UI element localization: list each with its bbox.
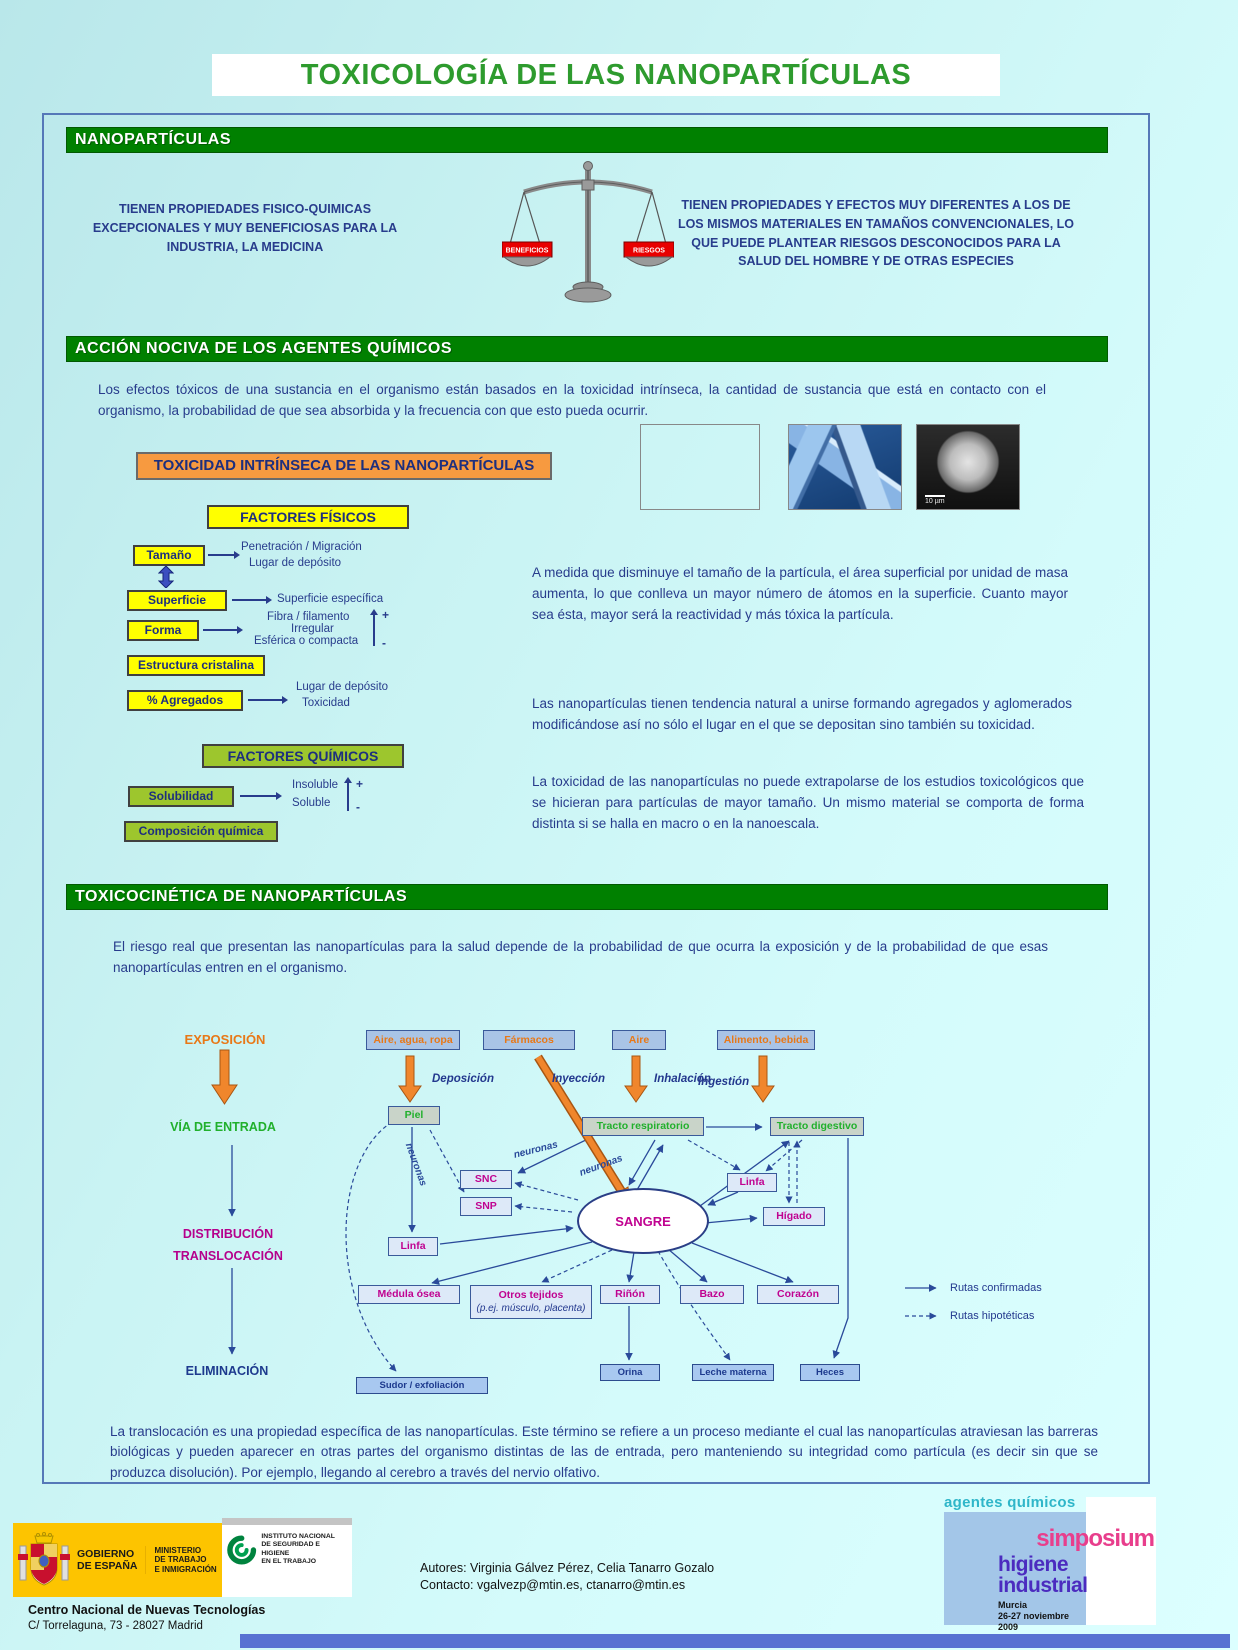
center-name: Centro Nacional de Nuevas Tecnologías	[28, 1603, 266, 1617]
solubilidad-minus: -	[356, 800, 360, 814]
solubilidad-effect-2: Soluble	[292, 797, 331, 809]
instituto-line2: DE SEGURIDAD E HIGIENE	[261, 1541, 320, 1557]
ministerio-line2: DE TRABAJO	[154, 1555, 207, 1565]
chemical-factors-header: FACTORES QUÍMICOS	[202, 744, 404, 768]
stage-eliminacion: ELIMINACIÓN	[185, 1364, 269, 1378]
congress-line2: higiene	[998, 1553, 1069, 1576]
solubilidad-effect-1: Insoluble	[292, 779, 339, 791]
tamano-effect-1: Penetración / Migración	[241, 541, 362, 553]
factor-estructura: Estructura cristalina	[127, 655, 265, 676]
node-sudor-exfoliacion: Sudor / exfoliación	[356, 1377, 488, 1394]
instituto-line3: EN EL TRABAJO	[261, 1558, 317, 1566]
source-alimento-bebida: Alimento, bebida	[717, 1030, 815, 1050]
congress-year: 2009	[998, 1621, 1019, 1632]
agregados-effect-2: Toxicidad	[302, 697, 350, 709]
agregados-effect-1: Lugar de depósito	[296, 681, 389, 693]
node-otros-tejidos	[470, 1285, 592, 1319]
forma-effect-1: Fibra / filamento	[267, 611, 350, 623]
stage-distribucion: DISTRIBUCIÓN	[182, 1227, 274, 1241]
node-rinon: Riñón	[600, 1285, 660, 1304]
congress-details	[998, 1600, 1069, 1632]
intrinsic-toxicity-title: TOXICIDAD INTRÍNSECA DE LAS NANOPARTÍCULAS	[136, 452, 552, 480]
node-snc: SNC	[460, 1170, 512, 1189]
physical-factors-header: FACTORES FÍSICOS	[207, 505, 409, 529]
factor-agregados: % Agregados	[127, 690, 243, 711]
neuronas-label-2: neuronas	[512, 1139, 560, 1161]
scale-pan-label-riesgos: RIESGOS	[633, 247, 665, 255]
gobierno-line1: GOBIERNO	[77, 1547, 135, 1560]
forma-effect-3: Esférica o compacta	[254, 635, 359, 647]
section-header-toxicocinetica: TOXICOCINÉTICA DE NANOPARTÍCULAS	[66, 884, 1108, 910]
nano-risks-text: TIENEN PROPIEDADES Y EFECTOS MUY DIFERENTES A LOS DE LOS MISMOS MATERIALES EN TAMAÑOS CONVENCIONALES, LO QUE PUEDE PLANTEAR RIESGOS DESCONOCIDOS PARA LA SALUD DEL HOMBRE Y DE OTRAS ESPECIES	[677, 198, 1075, 269]
tamano-effect-2: Lugar de depósito	[249, 557, 342, 569]
spain-coat-of-arms-icon	[17, 1530, 71, 1590]
ingestion-arrow-icon	[752, 1056, 774, 1102]
node-medula-osea: Médula ósea	[358, 1285, 460, 1304]
factor-composicion: Composición química	[124, 821, 278, 842]
neuronas-label-3: neuronas	[578, 1152, 625, 1179]
toxicokinetics-intro: El riesgo real que presentan las nanopartículas para la salud depende de la probabilidad de que ocurra la exposición y de la probabilidad de que esas nanopartículas entren en el organismo.	[113, 939, 1048, 975]
factor-solubilidad: Solubilidad	[128, 786, 234, 807]
legend-rutas-confirmadas: Rutas confirmadas	[950, 1282, 1042, 1294]
node-sangre	[577, 1188, 709, 1254]
node-snp: SNP	[460, 1197, 512, 1216]
insht-logo-block	[222, 1518, 352, 1597]
micrograph-scale-label: 10 µm	[925, 495, 945, 505]
para-agregados: Las nanopartículas tienen tendencia natural a unirse formando agregados y aglomerados modificándose así no sólo el lugar en el que se depositan sino también su toxicidad.	[532, 696, 1072, 732]
route-inyeccion: Inyección	[552, 1073, 606, 1085]
section-header-nanoparticulas: NANOPARTÍCULAS	[66, 127, 1108, 153]
node-heces: Heces	[800, 1364, 860, 1381]
factor-forma: Forma	[127, 620, 199, 641]
factor-tamano: Tamaño	[133, 545, 205, 566]
source-aire: Aire	[612, 1030, 666, 1050]
stage-via-de-entrada: VÍA DE ENTRADA	[170, 1120, 276, 1134]
route-inhalacion: Inhalación	[654, 1073, 711, 1085]
forma-effect-2: Irregular	[291, 623, 334, 635]
node-orina: Orina	[600, 1364, 660, 1381]
node-tracto-respiratorio: Tracto respiratorio	[582, 1117, 704, 1136]
route-deposicion: Deposición	[432, 1073, 494, 1085]
scale-pan-label-beneficios: BENEFICIOS	[505, 247, 549, 255]
congress-white-square	[1086, 1497, 1156, 1625]
node-linfa-left: Linfa	[388, 1237, 438, 1256]
page-title: TOXICOLOGÍA DE LAS NANOPARTÍCULAS	[300, 59, 912, 91]
otros-tejidos-sublabel: (p.ej. músculo, placenta)	[476, 1303, 586, 1314]
ministerio-line3: E INMIGRACIÓN	[154, 1564, 217, 1574]
gobierno-line2: DE ESPAÑA	[77, 1560, 138, 1572]
source-aire-agua-ropa: Aire, agua, ropa	[366, 1030, 460, 1050]
node-tracto-digestivo: Tracto digestivo	[770, 1117, 864, 1136]
congress-name: simposium	[1036, 1525, 1154, 1552]
bottom-bar	[240, 1634, 1230, 1648]
legend-rutas-hipoteticas: Rutas hipotéticas	[950, 1310, 1035, 1322]
center-address: C/ Torrelaguna, 73 - 28027 Madrid	[28, 1620, 203, 1632]
congress-date: 26-27 noviembre	[998, 1610, 1070, 1621]
translocation-note: La translocación es una propiedad específica de las nanopartículas. Este término se refiere a un proceso mediante el cual las nanopartículas atraviesan las barreras biológicas y pueden aparecer en otras partes del organismo distintas de las de entrada, pero manteniendo su integridad como partícula (es decir sin que se produzca disolución). Por ejemplo, llegando al cerebro a través del nervio olfativo.	[110, 1424, 1098, 1480]
sangre-label: SANGRE	[615, 1213, 671, 1229]
ministerio-line1: MINISTERIO	[154, 1545, 202, 1555]
node-linfa-right: Linfa	[727, 1173, 777, 1192]
superficie-effect: Superficie específica	[277, 593, 384, 605]
nano-benefits-text: TIENEN PROPIEDADES FISICO-QUIMICAS EXCEPCIONALES Y MUY BENEFICIOSAS PARA LA INDUSTRIA, LA MEDICINA	[92, 202, 398, 254]
forma-minus: -	[382, 636, 386, 650]
congress-place: Murcia	[998, 1600, 1028, 1610]
congress-line3: industrial	[998, 1574, 1088, 1597]
route-ingestion: Ingestión	[698, 1076, 750, 1088]
instituto-line1: INSTITUTO NACIONAL	[261, 1533, 335, 1540]
congress-tag: agentes químicos	[944, 1494, 1076, 1511]
government-logo-block	[13, 1523, 222, 1597]
solubilidad-plus: +	[356, 777, 364, 791]
para-superficie: A medida que disminuye el tamaño de la partícula, el área superficial por unidad de masa aumenta, lo que conlleva un mayor número de átomos en la superficie. Cuanto mayor sea ésta, mayor será la reactividad y más tóxica la partícula.	[532, 565, 1068, 622]
deposicion-arrow-icon	[399, 1056, 421, 1102]
contact-line: Contacto: vgalvezp@mtin.es, ctanarro@mtin.es	[420, 1578, 686, 1592]
source-farmacos: Fármacos	[483, 1030, 575, 1050]
accion-intro-text: Los efectos tóxicos de una sustancia en el organismo están basados en la toxicidad intrínseca, la cantidad de sustancia que está en contacto con el organismo, la probabilidad de que sea absorbida y la frecuencia con que esto pueda ocurrir.	[98, 382, 1046, 418]
neuronas-label-1: neuronas	[402, 1141, 429, 1188]
insht-block-strip	[222, 1518, 352, 1525]
node-leche-materna: Leche materna	[692, 1364, 774, 1381]
stage-exposicion: EXPOSICIÓN	[184, 1032, 266, 1047]
otros-tejidos-label: Otros tejidos	[498, 1289, 564, 1301]
node-bazo: Bazo	[680, 1285, 744, 1304]
node-piel: Piel	[388, 1106, 440, 1125]
stage-translocacion: TRANSLOCACIÓN	[173, 1249, 283, 1263]
insht-logo-icon	[226, 1534, 257, 1566]
node-corazon: Corazón	[757, 1285, 839, 1304]
exposure-arrow-icon	[212, 1050, 237, 1104]
section-header-accion-nociva: ACCIÓN NOCIVA DE LOS AGENTES QUÍMICOS	[66, 336, 1108, 362]
forma-plus: +	[382, 608, 390, 622]
para-solubilidad: La toxicidad de las nanopartículas no puede extrapolarse de los estudios toxicológicos que se hicieran para partículas de mayor tamaño. Un mismo material se comporta de forma distinta si se halla en macro o en la nanoescala.	[532, 774, 1084, 831]
factor-superficie: Superficie	[127, 590, 227, 611]
inhalacion-arrow-icon	[625, 1056, 647, 1102]
authors-line: Autores: Virginia Gálvez Pérez, Celia Tanarro Gozalo	[420, 1561, 715, 1575]
node-higado: Hígado	[763, 1207, 825, 1226]
